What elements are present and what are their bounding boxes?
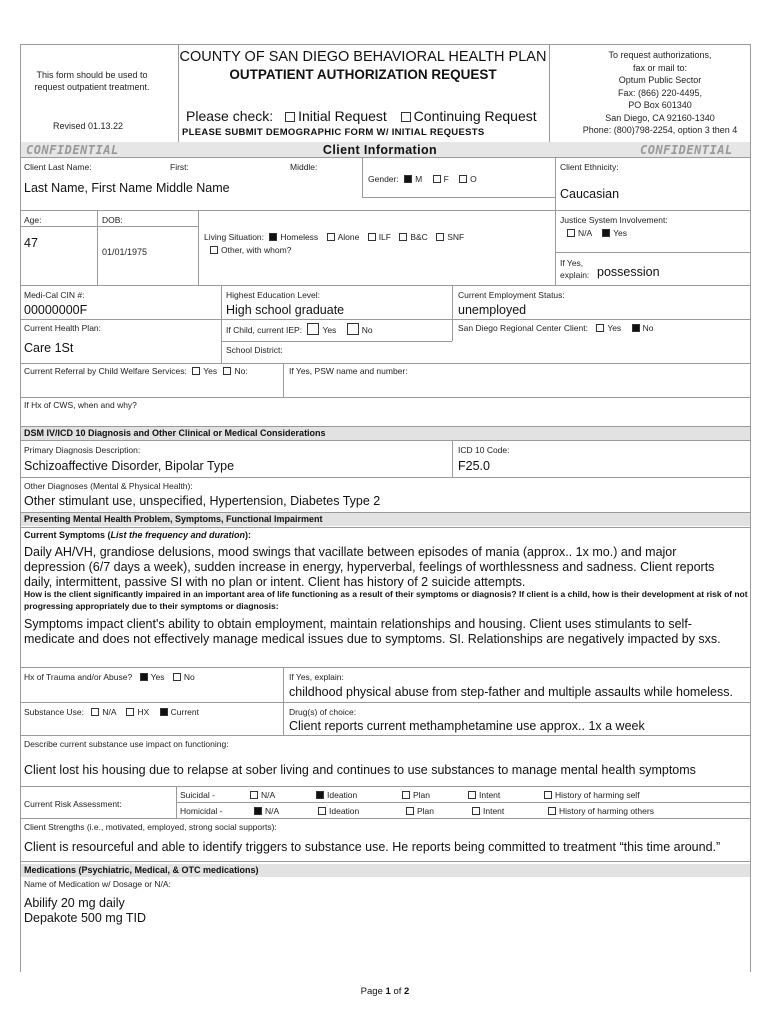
homicidal-intent-checkbox[interactable] (472, 807, 480, 815)
living-ilf-label: ILF (378, 232, 391, 242)
living-other-label: Other, with whom? (221, 245, 292, 255)
contact-line: San Diego, CA 92160-1340 (605, 112, 715, 123)
homicidal-intent (472, 806, 504, 817)
homicidal-label: Homicidal - (180, 806, 223, 816)
regional-no-checkbox[interactable] (632, 324, 640, 332)
homicidal-na (254, 806, 279, 817)
justice-explain-field[interactable]: possession (597, 265, 660, 279)
living-situation-row (204, 232, 464, 243)
living-other-row (210, 245, 291, 256)
homicidal-na-checkbox[interactable] (254, 807, 262, 815)
iep-label: If Child, current IEP: (226, 325, 303, 335)
hx-harm-self-checkbox[interactable] (544, 791, 552, 799)
substance-impact-label: Describe current substance use impact on functioning: (24, 739, 229, 749)
drugs-of-choice-field[interactable]: Client reports current methamphetamine use approx.. 1x a week (289, 719, 645, 733)
substance-current-label: Current (170, 707, 199, 717)
suicidal-ideation-checkbox[interactable] (316, 791, 324, 799)
trauma-no-checkbox[interactable] (173, 673, 181, 681)
suicidal-plan (402, 790, 430, 801)
initial-request-label: Initial Request (298, 108, 387, 124)
page-indicator (285, 986, 485, 997)
homicidal-na-label: N/A (265, 806, 280, 816)
substance-use-row (24, 707, 199, 718)
living-bc-checkbox[interactable] (399, 233, 407, 241)
current-symptoms-label (24, 530, 251, 540)
page-total: 2 (404, 986, 410, 997)
risk-assessment-label: Current Risk Assessment: (24, 799, 122, 809)
homicidal-plan-checkbox[interactable] (406, 807, 414, 815)
cws-history-label: If Hx of CWS, when and why? (24, 400, 137, 410)
contact-line: Phone: (800)798-2254, option 3 then 4 (582, 125, 738, 135)
page-word: Page (360, 986, 383, 997)
suicidal-intent-checkbox[interactable] (468, 791, 476, 799)
symptoms-label-emphasis: List the frequency and duration (110, 530, 246, 540)
regional-yes-label: Yes (607, 323, 622, 333)
substance-na-label: N/A (102, 707, 117, 717)
strengths-field[interactable]: Client is resourceful and able to identify triggers to substance use. He reports being committed to treatment “this time around.” (24, 840, 721, 854)
dob-field[interactable]: 01/01/1975 (102, 247, 148, 257)
form-title: COUNTY OF SAN DIEGO BEHAVIORAL HEALTH PLAN (179, 49, 547, 65)
suicidal-ideation-label: Ideation (327, 790, 358, 800)
justice-yes-label: Yes (613, 228, 627, 238)
request-type-row (186, 108, 537, 124)
confidential-left: CONFIDENTIAL (26, 143, 119, 157)
justice-if-yes-label: If Yes, (560, 258, 584, 268)
gender-f-label: F (443, 174, 449, 184)
impairment-question: How is the client significantly impaired in an important area of life functioning as a result of their symptoms or diagnosis? If client is a child, how is their development at risk of not progressing appropriately due to their symptoms or diagnosis: (24, 589, 748, 611)
health-plan-label: Current Health Plan: (24, 323, 102, 333)
employment-field[interactable]: unemployed (458, 303, 527, 317)
suicidal-na (250, 790, 275, 801)
suicidal-plan-label: Plan (413, 790, 431, 800)
medication-item: Abilify 20 mg daily (24, 896, 125, 910)
trauma-explain-field[interactable]: childhood physical abuse from step-father and multiple assaults while homeless. (289, 685, 733, 699)
middle-name-label: Middle: (290, 162, 318, 172)
contact-line: Fax: (866) 220-4495, (617, 87, 703, 98)
iep-yes-checkbox[interactable] (307, 323, 319, 335)
drugs-of-choice-label: Drug(s) of choice: (289, 707, 357, 717)
gender-label: Gender: (368, 174, 399, 184)
form-subtitle: OUTPATIENT AUTHORIZATION REQUEST (229, 67, 497, 82)
symptoms-label-part: Current Symptoms ( (24, 530, 111, 540)
symptoms-label-part: ): (245, 530, 252, 540)
presenting-section-bar: Presenting Mental Health Problem, Symptoms, Functional Impairment (20, 513, 750, 526)
gender-row (368, 174, 477, 185)
diagnosis-section-bar: DSM IV/ICD 10 Diagnosis and Other Clinical or Medical Considerations (20, 427, 750, 440)
homicidal-intent-label: Intent (483, 806, 505, 816)
justice-options (567, 228, 627, 239)
living-snf-label: SNF (447, 232, 465, 242)
school-district-label: School District: (226, 345, 283, 355)
initial-request-checkbox[interactable] (285, 112, 295, 122)
contact-line: PO Box 601340 (628, 100, 692, 110)
revised-date: Revised 01.13.22 (53, 121, 124, 131)
cws-yes-label: Yes (203, 366, 218, 376)
hx-harm-others (548, 806, 654, 817)
justice-explain-label: explain: (560, 270, 590, 280)
trauma-yes-checkbox[interactable] (140, 673, 148, 681)
cws-referral-label: Current Referral by Child Welfare Services: (24, 366, 187, 376)
impairment-field[interactable]: Symptoms impact client's ability to obtain employment, maintain relationships and housing. Client uses stimulants to self-medicate and does not effectively manage medical issues due to symptoms. SI. Relationships are negatively impacted by sxs. (24, 617, 721, 646)
medication-item: Depakote 500 mg TID (24, 911, 147, 925)
gender-f-checkbox[interactable] (433, 175, 441, 183)
medical-cin-field[interactable]: 00000000F (24, 303, 88, 317)
page-number: 1 (385, 986, 391, 997)
submit-demographic-note: PLEASE SUBMIT DEMOGRAPHIC FORM W/ INITIAL REQUESTS (182, 127, 485, 138)
hx-harm-others-label: History of harming others (559, 806, 654, 816)
first-name-label: First: (170, 162, 189, 172)
employment-label: Current Employment Status: (458, 290, 565, 300)
trauma-yes-label: Yes (150, 672, 165, 682)
living-bc-label: B&C (410, 232, 428, 242)
substance-hx-checkbox[interactable] (126, 708, 134, 716)
suicidal-intent-label: Intent (479, 790, 501, 800)
iep-row (226, 323, 373, 336)
suicidal-na-label: N/A (261, 790, 276, 800)
trauma-explain-label: If Yes, explain: (289, 672, 344, 682)
regional-label: San Diego Regional Center Client: (458, 323, 588, 333)
trauma-label: Hx of Trauma and/or Abuse? (24, 672, 133, 682)
medication-list[interactable] (24, 896, 146, 926)
hx-harm-self (544, 790, 640, 801)
homicidal-plan (406, 806, 434, 817)
substance-use-label: Substance Use: (24, 707, 85, 717)
continuing-request-label: Continuing Request (413, 108, 537, 124)
substance-hx-label: HX (137, 707, 150, 717)
ethnicity-label: Client Ethnicity: (560, 162, 619, 172)
cws-referral-row (24, 366, 248, 377)
iep-no-label: No (361, 325, 373, 335)
suicidal-label: Suicidal - (180, 790, 215, 800)
contact-line: fax or mail to: (632, 62, 688, 73)
living-snf-checkbox[interactable] (436, 233, 444, 241)
continuing-request-checkbox[interactable] (401, 112, 411, 122)
suicidal-ideation (316, 790, 357, 801)
primary-diagnosis-label: Primary Diagnosis Description: (24, 445, 141, 455)
gender-m-checkbox[interactable] (404, 175, 412, 183)
contact-line: Optum Public Sector (618, 75, 702, 85)
health-plan-field[interactable]: Care 1St (24, 341, 74, 355)
age-label: Age: (24, 215, 42, 225)
icd-code-field[interactable]: F25.0 (458, 459, 490, 473)
current-symptoms-field[interactable]: Daily AH/VH, grandiose delusions, mood swings that vacillate between episodes of mania (approx.. 1x mo.) and major depression (6/7 days a week), sudden increase in energy, hyperverbal, feelings of worthlessness and sadness. Client reports daily, intermittent, passive SI with no plan or intent. Client has history of 2 suicide attempts. (24, 545, 715, 588)
homicidal-plan-label: Plan (417, 806, 435, 816)
cws-yes-checkbox[interactable] (192, 367, 200, 375)
confidential-right: CONFIDENTIAL (640, 143, 733, 157)
other-diagnoses-label: Other Diagnoses (Mental & Physical Health): (24, 481, 193, 491)
justice-na-checkbox[interactable] (567, 229, 575, 237)
iep-no-checkbox[interactable] (347, 323, 359, 335)
living-other-checkbox[interactable] (210, 246, 218, 254)
substance-current-checkbox[interactable] (160, 708, 168, 716)
cws-no-label: No: (234, 366, 248, 376)
suicidal-intent (468, 790, 500, 801)
suicidal-na-checkbox[interactable] (250, 791, 258, 799)
education-label: Highest Education Level: (226, 290, 321, 300)
cws-no-checkbox[interactable] (223, 367, 231, 375)
hx-harm-self-label: History of harming self (555, 790, 640, 800)
gender-o-label: O (470, 174, 477, 184)
dob-label: DOB: (102, 215, 123, 225)
client-name-field[interactable]: Last Name, First Name Middle Name (24, 181, 230, 195)
contact-block (560, 49, 760, 137)
living-alone-label: Alone (337, 232, 360, 242)
living-alone-checkbox[interactable] (327, 233, 335, 241)
education-field[interactable]: High school graduate (226, 303, 345, 317)
homicidal-ideation (318, 806, 359, 817)
icd-code-label: ICD 10 Code: (458, 445, 510, 455)
justice-na-label: N/A (578, 228, 592, 238)
substance-impact-field[interactable]: Client lost his housing due to relapse at sober living and continues to use substances to manage mental health symptoms (24, 763, 696, 777)
living-homeless-checkbox[interactable] (269, 233, 277, 241)
substance-na-checkbox[interactable] (91, 708, 99, 716)
justice-yes-checkbox[interactable] (602, 229, 610, 237)
strengths-label: Client Strengths (i.e., motivated, employed, strong social supports): (24, 822, 277, 832)
trauma-no-label: No (183, 672, 195, 682)
justice-label: Justice System Involvement: (560, 215, 668, 225)
trauma-row (24, 672, 195, 683)
suicidal-plan-checkbox[interactable] (402, 791, 410, 799)
hx-harm-others-checkbox[interactable] (548, 807, 556, 815)
age-field[interactable]: 47 (24, 236, 38, 250)
homicidal-ideation-checkbox[interactable] (318, 807, 326, 815)
please-check-label: Please check: (186, 108, 274, 124)
primary-diagnosis-field[interactable]: Schizoaffective Disorder, Bipolar Type (24, 459, 235, 473)
of-word: of (393, 986, 402, 997)
psw-label: If Yes, PSW name and number: (289, 366, 408, 376)
last-name-label: Client Last Name: (24, 162, 92, 172)
ethnicity-field[interactable]: Caucasian (560, 187, 620, 201)
other-diagnoses-field[interactable]: Other stimulant use, unspecified, Hypertension, Diabetes Type 2 (24, 494, 381, 508)
living-homeless-label: Homeless (280, 232, 319, 242)
medications-section-bar: Medications (Psychiatric, Medical, & OTC medications) (20, 864, 750, 877)
gender-o-checkbox[interactable] (459, 175, 467, 183)
gender-m-label: M (415, 174, 423, 184)
regional-no-label: No (642, 323, 654, 333)
header-left-note: This form should be used to request outpatient treatment. (34, 70, 150, 92)
medical-cin-label: Medi-Cal CIN #: (24, 290, 85, 300)
client-info-title: Client Information (322, 143, 438, 157)
regional-row (458, 323, 653, 334)
medication-label: Name of Medication w/ Dosage or N/A: (24, 879, 171, 889)
contact-line: To request authorizations, (608, 50, 712, 60)
living-situation-label: Living Situation: (204, 232, 265, 242)
living-ilf-checkbox[interactable] (368, 233, 376, 241)
iep-yes-label: Yes (322, 325, 337, 335)
homicidal-ideation-label: Ideation (329, 806, 360, 816)
regional-yes-checkbox[interactable] (596, 324, 604, 332)
